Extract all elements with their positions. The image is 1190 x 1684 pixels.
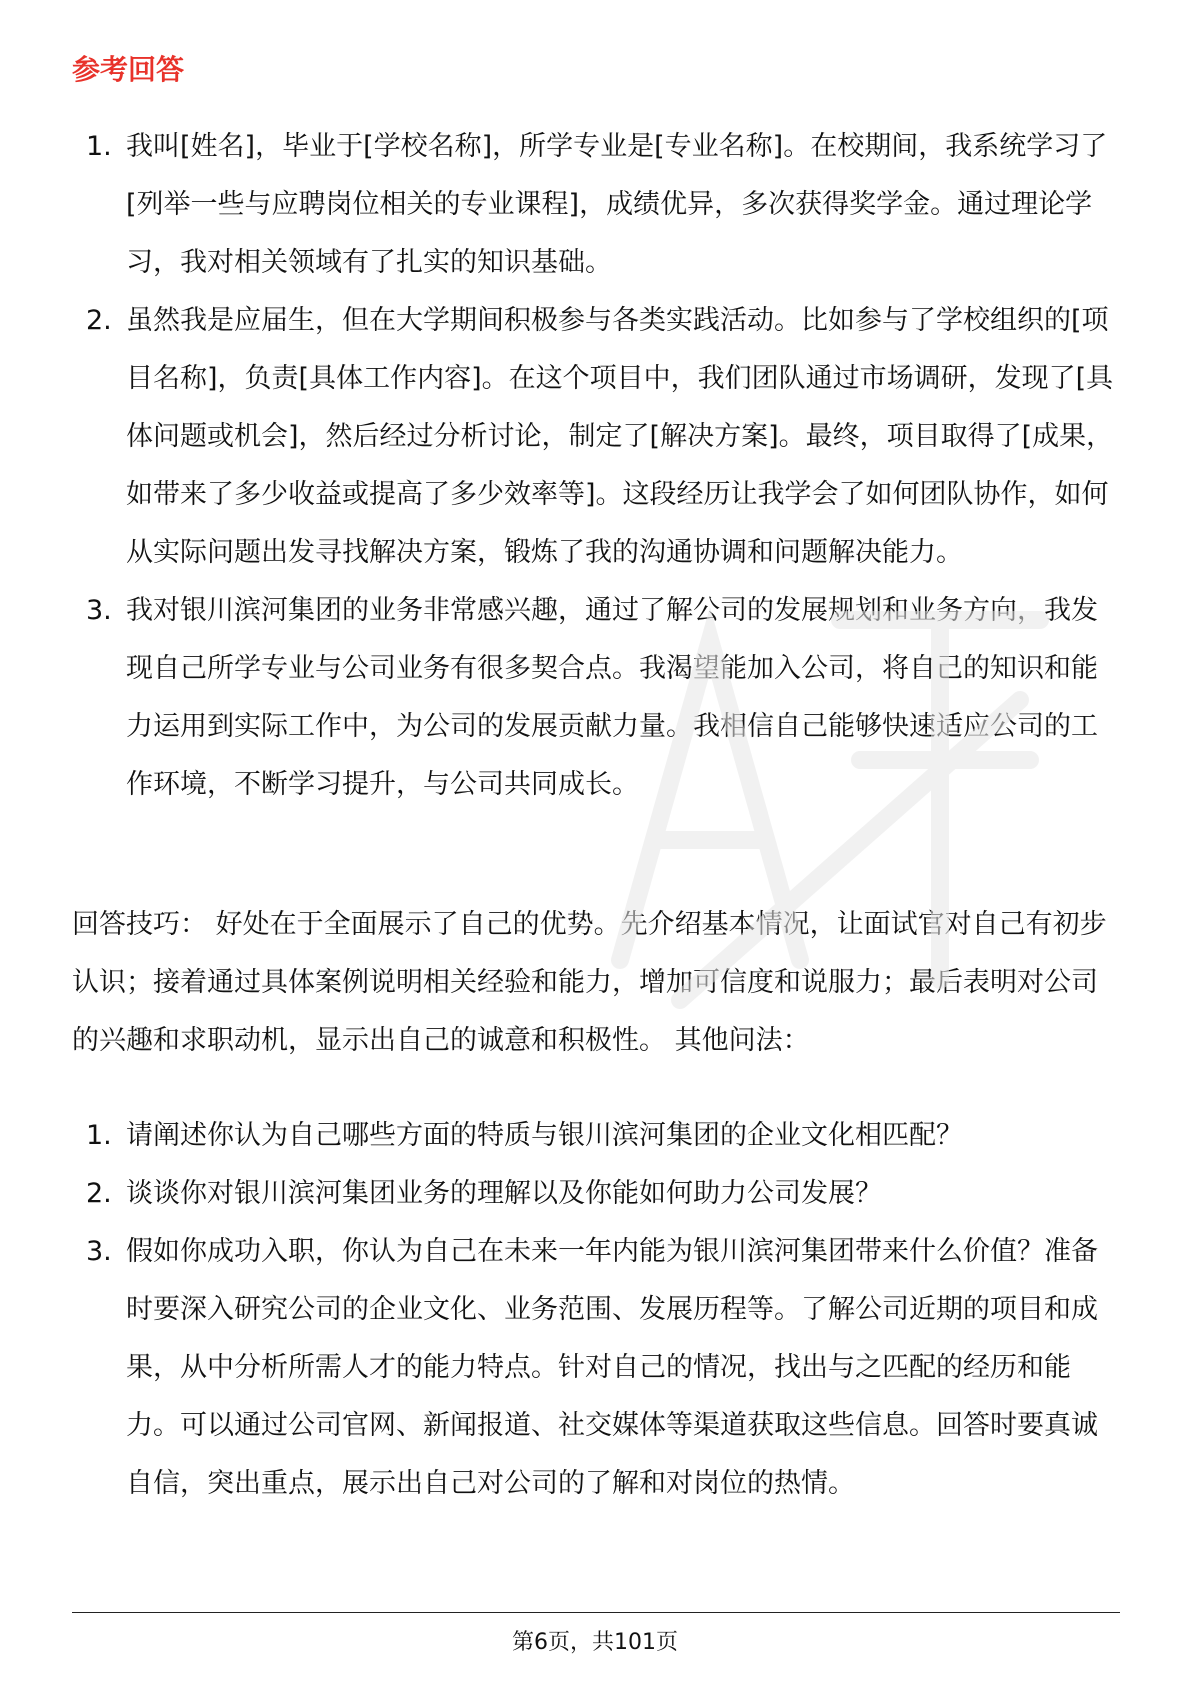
list-item-text: 谈谈你对银川滨河集团业务的理解以及你能如何助力公司发展？ [126, 1178, 882, 1209]
list-item-text: 我对银川滨河集团的业务非常感兴趣，通过了解公司的发展规划和业务方向，我发现自己所学专业与公司业务有很多契合点。我渴望能加入公司，将自己的知识和能力运用到实际工作中，为公司的发展贡献力量。我相信自己能够快速适应公司的工作环境，不断学习提升，与公司共同成长。 [126, 595, 1098, 800]
list-number: 1. [86, 131, 112, 162]
list-item [72, 1107, 1118, 1165]
list-number: 2. [86, 305, 112, 336]
list-item [72, 118, 1118, 292]
question-list [72, 1107, 1118, 1513]
list-item-text: 假如你成功入职，你认为自己在未来一年内能为银川滨河集团带来什么价值？准备时要深入研究公司的企业文化、业务范围、发展历程等。了解公司近期的项目和成果，从中分析所需人才的能力特点。针对自己的情况，找出与之匹配的经历和能力。可以通过公司官网、新闻报道、社交媒体等渠道获取这些信息。回答时要真诚自信，突出重点，展示出自己对公司的了解和对岗位的热情。 [126, 1236, 1098, 1499]
tips-paragraph: 回答技巧： 好处在于全面展示了自己的优势。先介绍基本情况，让面试官对自己有初步认识；接着通过具体案例说明相关经验和能力，增加可信度和说服力；最后表明对公司的兴趣和求职动机，显示出自己的诚意和积极性。 其他问法： [72, 909, 1107, 1056]
list-item [72, 582, 1118, 814]
list-item-text: 我叫[姓名]，毕业于[学校名称]，所学专业是[专业名称]。在校期间，我系统学习了[列举一些与应聘岗位相关的专业课程]，成绩优异，多次获得奖学金。通过理论学习，我对相关领域有了扎实的知识基础。 [126, 131, 1108, 278]
list-item [72, 1223, 1118, 1513]
list-number: 1. [86, 1120, 112, 1151]
list-item [72, 292, 1118, 582]
list-number: 3. [86, 1236, 112, 1267]
list-number: 2. [86, 1178, 112, 1209]
list-item-text: 请阐述你认为自己哪些方面的特质与银川滨河集团的企业文化相匹配？ [126, 1120, 963, 1151]
answer-list [72, 118, 1118, 814]
list-item [72, 1165, 1118, 1223]
section-title: 参考回答 [72, 53, 185, 86]
list-number: 3. [86, 595, 112, 626]
list-item-text: 虽然我是应届生，但在大学期间积极参与各类实践活动。比如参与了学校组织的[项目名称]，负责[具体工作内容]。在这个项目中，我们团队通过市场调研，发现了[具体问题或机会]，然后经过分析讨论，制定了[解决方案]。最终，项目取得了[成果，如带来了多少收益或提高了多少效率等]。这段经历让我学会了如何团队协作，如何从实际问题出发寻找解决方案，锻炼了我的沟通协调和问题解决能力。 [126, 305, 1114, 568]
footer-divider [72, 1612, 1120, 1613]
page-number: 第6页，共101页 [512, 1630, 678, 1655]
